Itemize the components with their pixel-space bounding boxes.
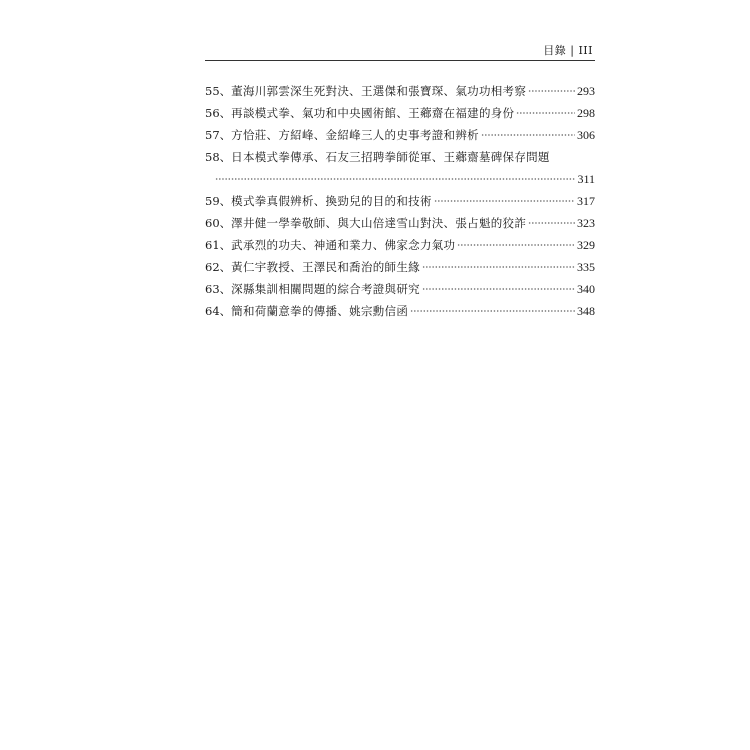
toc-entry-page: 311 (577, 172, 595, 186)
toc-entry-page: 306 (577, 128, 595, 142)
toc-entry-title: 方恰莊、方紹峰、金紹峰三人的史事考證和辨析 (231, 128, 479, 142)
toc-entry-title: 深縣集訓相關問題的綜合考證與研究 (231, 282, 420, 296)
running-header (205, 44, 595, 60)
toc-entry[interactable] (205, 278, 595, 300)
toc-entry[interactable] (205, 80, 595, 102)
header-rule (205, 60, 595, 61)
dot-leader (215, 178, 575, 180)
toc-entry-page: 293 (577, 84, 595, 98)
toc-entry-number: 63、 (205, 282, 232, 296)
toc-entry[interactable] (205, 212, 595, 234)
toc-entry-page: 317 (577, 194, 595, 208)
toc-entry[interactable] (205, 256, 595, 278)
dot-leader (528, 222, 575, 224)
toc-entry-page: 298 (577, 106, 595, 120)
toc-entry[interactable] (205, 190, 595, 212)
toc-entry[interactable] (205, 102, 595, 124)
toc-entry-page: 323 (577, 216, 595, 230)
toc-entry-number: 57、 (205, 128, 232, 142)
toc-entry-page: 329 (577, 238, 595, 252)
toc-entry-title: 武承烈的功夫、神通和業力、佛家念力氣功 (231, 238, 456, 252)
toc-entry[interactable] (205, 300, 595, 322)
toc-entry-title: 日本模式拳傳承、石友三招聘拳師從軍、王薌齋墓碑保存問題 (231, 150, 550, 164)
dot-leader (457, 244, 575, 246)
toc-entry-title: 簡和荷蘭意拳的傳播、姚宗勳信函 (231, 304, 409, 318)
toc-entry-number: 61、 (205, 238, 232, 252)
toc-entry-number: 55、 (205, 84, 232, 98)
table-of-contents (205, 80, 595, 322)
toc-entry[interactable] (205, 234, 595, 256)
toc-entry[interactable] (205, 146, 595, 168)
header-title: 目錄 | III (543, 44, 593, 57)
dot-leader (481, 134, 575, 136)
dot-leader (434, 200, 575, 202)
dot-leader (410, 310, 575, 312)
toc-entry-number: 59、 (205, 194, 232, 208)
toc-entry-title: 董海川郭雲深生死對決、王選傑和張寶琛、氣功功相考察 (231, 84, 527, 98)
toc-entry[interactable] (205, 124, 595, 146)
dot-leader (422, 266, 575, 268)
toc-entry-page: 335 (577, 260, 595, 274)
toc-entry-number: 60、 (205, 216, 232, 230)
toc-entry-number: 58、 (205, 150, 232, 164)
dot-leader (516, 112, 575, 114)
toc-entry-page: 348 (577, 304, 595, 318)
toc-entry-number: 64、 (205, 304, 232, 318)
dot-leader (528, 90, 575, 92)
toc-entry-number: 56、 (205, 106, 232, 120)
toc-entry-number: 62、 (205, 260, 232, 274)
toc-entry-title: 模式拳真假辨析、換勁兒的目的和技術 (231, 194, 432, 208)
toc-entry-title: 再談模式拳、氣功和中央國術館、王薌齋在福建的身份 (231, 106, 515, 120)
toc-entry-title: 澤井健一學拳敬師、與大山倍達雪山對決、張占魁的狡詐 (231, 216, 527, 230)
toc-entry-title: 黃仁宇教授、王澤民和喬治的師生緣 (231, 260, 420, 274)
toc-entry-page: 340 (577, 282, 595, 296)
toc-entry-continuation[interactable] (205, 168, 595, 190)
dot-leader (422, 288, 575, 290)
